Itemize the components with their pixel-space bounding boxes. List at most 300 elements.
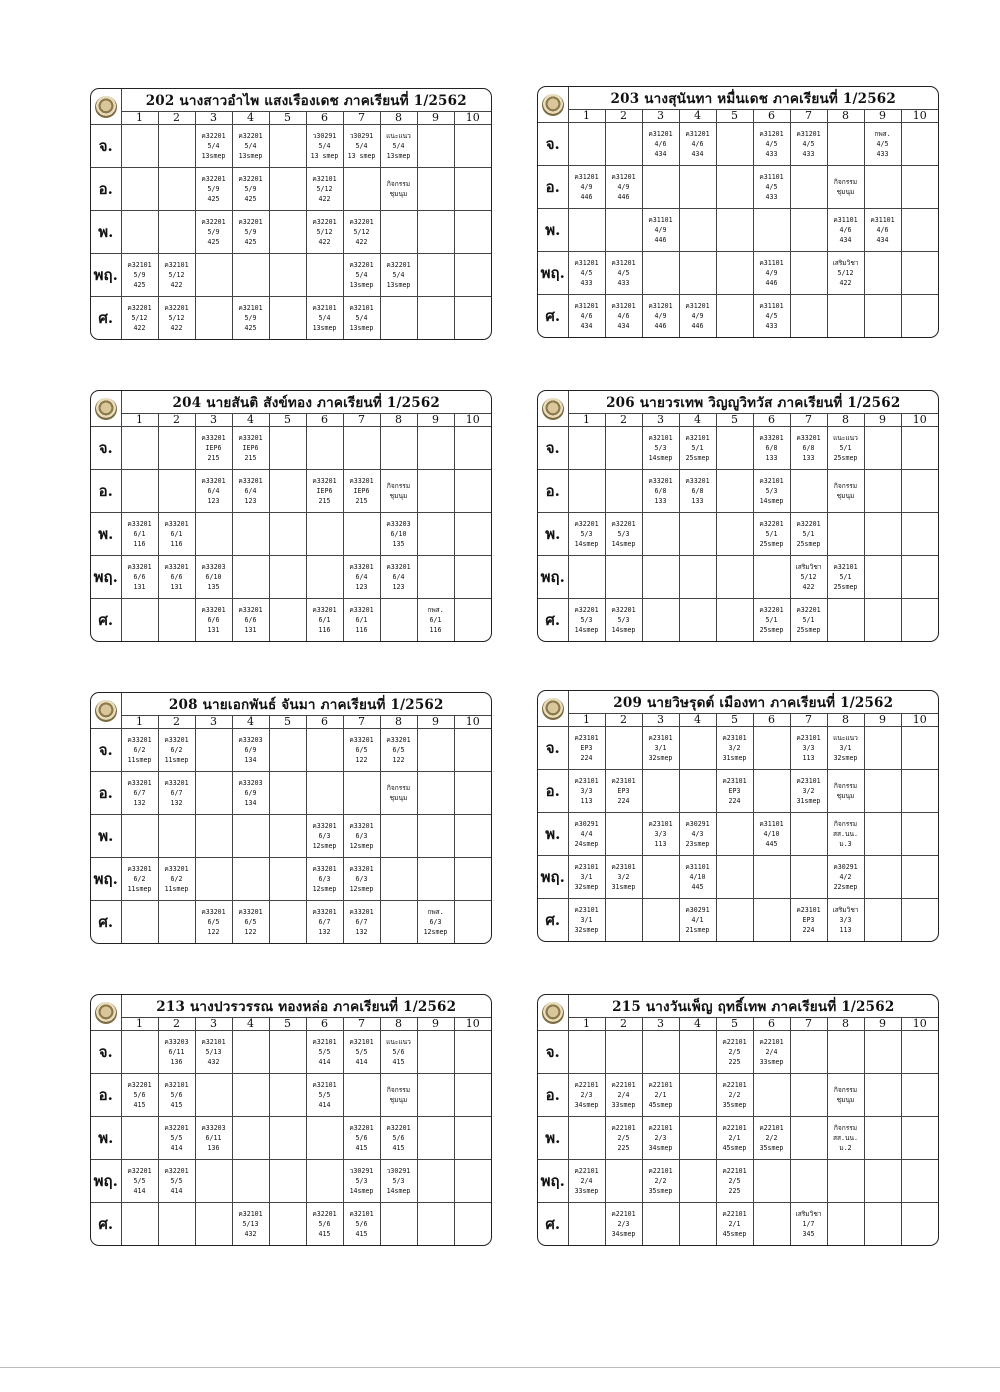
slot-class: 5/6 [170, 1091, 183, 1099]
slot-subject: กิจกรรม [833, 820, 858, 828]
empty-slot [901, 599, 938, 642]
empty-slot [716, 427, 753, 470]
class-slot [306, 297, 343, 340]
empty-slot [417, 729, 454, 772]
empty-slot [454, 254, 491, 297]
slot-class: 5/6 [392, 1134, 405, 1142]
empty-slot [454, 858, 491, 901]
empty-slot [790, 209, 827, 252]
empty-slot [716, 209, 753, 252]
class-slot [568, 1074, 605, 1117]
slot-class: 4/10 [689, 873, 706, 881]
slot-class: 4/4 [580, 830, 593, 838]
empty-slot [864, 899, 901, 942]
empty-slot [568, 427, 605, 470]
slot-room: 123 [244, 497, 257, 505]
class-slot [790, 556, 827, 599]
period-header: 8 [380, 716, 417, 729]
class-slot [605, 856, 642, 899]
slot-room: 134 [244, 756, 257, 764]
period-header: 2 [158, 414, 195, 427]
slot-class: 6/6 [170, 573, 183, 581]
slot-class: 4/5 [765, 140, 778, 148]
slot-class: EP3 [802, 916, 815, 924]
slot-class: 4/9 [580, 183, 593, 191]
period-header: 4 [232, 112, 269, 125]
slot-subject: ค32101 [349, 304, 374, 312]
period-header: 3 [195, 414, 232, 427]
slot-class: 2/3 [617, 1220, 630, 1228]
slot-class: 2/4 [765, 1048, 778, 1056]
class-slot [195, 125, 232, 168]
slot-subject: ค33203 [201, 1124, 226, 1132]
empty-slot [642, 252, 679, 295]
slot-subject: ค33201 [349, 865, 374, 873]
slot-class: EP3 [728, 787, 741, 795]
slot-class: 5/4 [318, 142, 331, 150]
period-header: 1 [121, 1018, 158, 1031]
slot-room: 422 [133, 324, 146, 332]
empty-slot [454, 901, 491, 944]
slot-class: 5/12 [131, 314, 148, 322]
slot-subject: แนะแนว [833, 434, 858, 442]
class-slot [306, 858, 343, 901]
empty-slot [269, 254, 306, 297]
slot-class: ชุมนุม [389, 190, 408, 198]
empty-slot [605, 123, 642, 166]
slot-class: 6/4 [392, 573, 405, 581]
slot-room: 422 [355, 238, 368, 246]
slot-room: 113 [802, 754, 815, 762]
empty-slot [679, 1203, 716, 1246]
slot-class: 5/1 [802, 530, 815, 538]
empty-slot [901, 1160, 938, 1203]
class-slot [679, 123, 716, 166]
slot-class: 3/3 [580, 787, 593, 795]
period-header: 4 [232, 414, 269, 427]
class-slot [232, 168, 269, 211]
slot-class: 6/5 [244, 918, 257, 926]
class-slot [827, 166, 864, 209]
period-header: 2 [605, 1018, 642, 1031]
slot-subject: ค33201 [386, 563, 411, 571]
empty-slot [417, 815, 454, 858]
empty-slot [864, 1117, 901, 1160]
empty-slot [716, 856, 753, 899]
slot-room: 415 [170, 1101, 183, 1109]
slot-room: 446 [617, 193, 630, 201]
slot-class: 5/12 [837, 269, 854, 277]
class-slot [343, 297, 380, 340]
slot-subject: ค33201 [312, 822, 337, 830]
class-slot [306, 599, 343, 642]
slot-room: 116 [429, 626, 442, 634]
class-slot [679, 470, 716, 513]
slot-class: 6/9 [244, 789, 257, 797]
empty-slot [454, 1160, 491, 1203]
empty-slot [269, 901, 306, 944]
period-header: 3 [195, 716, 232, 729]
class-slot [568, 513, 605, 556]
slot-class: 5/5 [318, 1048, 331, 1056]
empty-slot [605, 556, 642, 599]
empty-slot [380, 901, 417, 944]
day-label: พฤ. [91, 556, 121, 599]
slot-subject: ค23101 [611, 777, 636, 785]
class-slot [790, 770, 827, 813]
empty-slot [417, 1074, 454, 1117]
slot-subject: กิจกรรม [386, 180, 411, 188]
period-header: 8 [380, 414, 417, 427]
class-slot [827, 1117, 864, 1160]
period-header: 3 [195, 1018, 232, 1031]
period-header: 1 [121, 112, 158, 125]
slot-subject: กิจกรรม [833, 178, 858, 186]
period-header: 10 [454, 716, 491, 729]
slot-subject: ค23101 [796, 777, 821, 785]
slot-room: 116 [133, 540, 146, 548]
slot-room: 14smep [648, 454, 673, 462]
empty-slot [232, 1117, 269, 1160]
timetable [91, 89, 491, 339]
slot-class: 5/6 [355, 1134, 368, 1142]
slot-subject: ค31201 [648, 130, 673, 138]
class-slot [232, 729, 269, 772]
empty-slot [380, 427, 417, 470]
empty-slot [195, 297, 232, 340]
empty-slot [753, 899, 790, 942]
empty-slot [195, 729, 232, 772]
slot-subject: กิจกรรม [833, 1086, 858, 1094]
class-slot [306, 901, 343, 944]
slot-room: 446 [691, 322, 704, 330]
slot-room: 14smep [386, 1187, 411, 1195]
slot-class: 5/5 [318, 1091, 331, 1099]
slot-class: 4/9 [691, 312, 704, 320]
class-slot [864, 123, 901, 166]
slot-room: 34smep [648, 1144, 673, 1152]
slot-room: 123 [355, 583, 368, 591]
slot-class: 5/1 [802, 616, 815, 624]
class-slot [306, 1031, 343, 1074]
slot-class: 6/10 [205, 573, 222, 581]
card-title: 202 นางสาวอำไพ แสงเรืองเดช ภาคเรียนที่ 1/2562 [121, 89, 491, 112]
slot-class: 2/3 [580, 1091, 593, 1099]
period-header: 4 [679, 414, 716, 427]
slot-room: 25smep [833, 454, 858, 462]
empty-slot [827, 1160, 864, 1203]
period-header: 6 [306, 414, 343, 427]
slot-class: 5/9 [244, 228, 257, 236]
period-header: 4 [232, 1018, 269, 1031]
period-header: 9 [417, 1018, 454, 1031]
slot-class: 2/2 [654, 1177, 667, 1185]
day-label: จ. [538, 727, 568, 770]
slot-room: 32smep [574, 883, 599, 891]
slot-subject: ค32201 [127, 304, 152, 312]
slot-subject: ค31201 [611, 302, 636, 310]
day-label: พฤ. [538, 856, 568, 899]
period-header: 9 [864, 1018, 901, 1031]
slot-subject: ค33201 [685, 477, 710, 485]
slot-subject: ค33201 [796, 434, 821, 442]
slot-room: 13 smep [310, 152, 339, 160]
slot-subject: ค32101 [312, 175, 337, 183]
slot-subject: ค32201 [312, 1210, 337, 1218]
empty-slot [827, 599, 864, 642]
slot-room: 116 [170, 540, 183, 548]
slot-room: 422 [839, 279, 852, 287]
period-header: 2 [158, 716, 195, 729]
period-header: 4 [679, 1018, 716, 1031]
day-label: อ. [538, 166, 568, 209]
slot-subject: ว30291 [349, 1167, 374, 1175]
day-label: พ. [91, 1117, 121, 1160]
empty-slot [901, 1203, 938, 1246]
slot-class: 6/5 [355, 746, 368, 754]
slot-room: 132 [133, 799, 146, 807]
empty-slot [605, 1160, 642, 1203]
empty-slot [864, 727, 901, 770]
slot-subject: ค23101 [574, 906, 599, 914]
class-slot [306, 125, 343, 168]
slot-room: 224 [580, 754, 593, 762]
day-label: จ. [91, 427, 121, 470]
empty-slot [306, 513, 343, 556]
slot-class: EP3 [617, 787, 630, 795]
empty-slot [864, 813, 901, 856]
slot-subject: ค33201 [238, 908, 263, 916]
slot-class: 4/9 [654, 312, 667, 320]
empty-slot [901, 856, 938, 899]
class-slot [827, 856, 864, 899]
slot-subject: ค31201 [574, 302, 599, 310]
slot-room: 434 [654, 150, 667, 158]
empty-slot [306, 254, 343, 297]
slot-class: 5/4 [318, 314, 331, 322]
day-label: พ. [538, 813, 568, 856]
class-slot [121, 556, 158, 599]
slot-subject: ค33201 [349, 563, 374, 571]
class-slot [195, 556, 232, 599]
slot-room: 445 [765, 840, 778, 848]
slot-class: 5/1 [765, 530, 778, 538]
slot-subject: ค22101 [722, 1210, 747, 1218]
slot-class: 4/10 [763, 830, 780, 838]
slot-subject: ค33201 [349, 908, 374, 916]
class-slot [827, 209, 864, 252]
slot-subject: ค32201 [201, 218, 226, 226]
period-header: 8 [827, 110, 864, 123]
class-slot [642, 427, 679, 470]
period-header: 2 [158, 112, 195, 125]
day-label: พฤ. [91, 254, 121, 297]
slot-room: 113 [654, 840, 667, 848]
slot-class: 5/6 [392, 1048, 405, 1056]
period-header: 10 [901, 414, 938, 427]
empty-slot [454, 1074, 491, 1117]
day-label: พฤ. [538, 1160, 568, 1203]
slot-class: 4/5 [802, 140, 815, 148]
period-header: 6 [306, 1018, 343, 1031]
empty-slot [642, 513, 679, 556]
slot-room: 215 [318, 497, 331, 505]
slot-room: 135 [207, 583, 220, 591]
class-slot [605, 166, 642, 209]
slot-subject: ค32101 [164, 1081, 189, 1089]
slot-room: 13smep [349, 324, 374, 332]
slot-subject: ค22101 [648, 1167, 673, 1175]
slot-subject: ค31201 [648, 302, 673, 310]
slot-subject: ค31201 [759, 130, 784, 138]
timetable-card [537, 390, 939, 642]
empty-slot [642, 1203, 679, 1246]
slot-subject: ว30291 [312, 132, 337, 140]
class-slot [121, 772, 158, 815]
slot-room: 345 [802, 1230, 815, 1238]
slot-class: 4/9 [617, 183, 630, 191]
empty-slot [158, 599, 195, 642]
slot-class: 5/12 [800, 573, 817, 581]
slot-subject: ค31201 [574, 259, 599, 267]
empty-slot [380, 211, 417, 254]
class-slot [568, 599, 605, 642]
empty-slot [417, 1203, 454, 1246]
slot-subject: ค22101 [574, 1081, 599, 1089]
class-slot [232, 599, 269, 642]
slot-subject: ค22101 [611, 1081, 636, 1089]
empty-slot [901, 1074, 938, 1117]
slot-room: 14smep [349, 1187, 374, 1195]
empty-slot [679, 1031, 716, 1074]
slot-class: 6/6 [207, 616, 220, 624]
empty-slot [454, 772, 491, 815]
slot-class: 5/5 [133, 1177, 146, 1185]
slot-room: 13 smep [347, 152, 376, 160]
empty-slot [568, 123, 605, 166]
slot-class: 5/12 [168, 314, 185, 322]
slot-class: 3/2 [617, 873, 630, 881]
empty-slot [269, 1074, 306, 1117]
slot-class: 5/1 [691, 444, 704, 452]
slot-room: 425 [244, 238, 257, 246]
day-label: จ. [538, 1031, 568, 1074]
slot-class: 4/9 [765, 269, 778, 277]
empty-slot [716, 556, 753, 599]
empty-slot [901, 295, 938, 338]
slot-room: 415 [355, 1144, 368, 1152]
slot-subject: ค22101 [722, 1124, 747, 1132]
school-emblem-icon [542, 698, 564, 720]
class-slot [121, 297, 158, 340]
class-slot [827, 252, 864, 295]
class-slot [195, 1117, 232, 1160]
slot-room: 22smep [833, 883, 858, 891]
period-header: 8 [380, 112, 417, 125]
slot-room: 132 [355, 928, 368, 936]
empty-slot [158, 1203, 195, 1246]
day-label: พ. [538, 1117, 568, 1160]
empty-slot [269, 297, 306, 340]
slot-subject: ค33203 [386, 520, 411, 528]
empty-slot [454, 556, 491, 599]
timetable [538, 995, 938, 1245]
empty-slot [158, 815, 195, 858]
card-title: 209 นายวิษรุดต์ เมืองทา ภาคเรียนที่ 1/2562 [568, 691, 938, 714]
class-slot [605, 1203, 642, 1246]
empty-slot [753, 770, 790, 813]
class-slot [790, 899, 827, 942]
slot-room: 414 [170, 1144, 183, 1152]
slot-room: 45smep [648, 1101, 673, 1109]
empty-slot [864, 295, 901, 338]
empty-slot [605, 209, 642, 252]
day-label: ศ. [538, 295, 568, 338]
period-header: 9 [417, 414, 454, 427]
empty-slot [716, 252, 753, 295]
slot-subject: ค31201 [574, 173, 599, 181]
empty-slot [121, 901, 158, 944]
class-slot [380, 470, 417, 513]
slot-subject: ค33201 [127, 865, 152, 873]
slot-class: 2/4 [617, 1091, 630, 1099]
empty-slot [195, 772, 232, 815]
slot-subject: ค32201 [201, 175, 226, 183]
slot-room: 414 [133, 1187, 146, 1195]
class-slot [232, 297, 269, 340]
class-slot [380, 513, 417, 556]
slot-room: 433 [802, 150, 815, 158]
slot-subject: ค32201 [386, 261, 411, 269]
empty-slot [605, 427, 642, 470]
day-label: อ. [91, 470, 121, 513]
empty-slot [417, 470, 454, 513]
slot-subject: ค33201 [164, 779, 189, 787]
slot-room: 35smep [648, 1187, 673, 1195]
slot-subject: กพส. [874, 130, 891, 138]
empty-slot [679, 166, 716, 209]
slot-class: 6/4 [244, 487, 257, 495]
slot-subject: ค23101 [574, 863, 599, 871]
class-slot [380, 1117, 417, 1160]
slot-subject: ค33201 [164, 520, 189, 528]
empty-slot [679, 513, 716, 556]
empty-slot [417, 772, 454, 815]
empty-slot [417, 125, 454, 168]
slot-room: 25smep [685, 454, 710, 462]
empty-slot [605, 813, 642, 856]
slot-subject: ค32201 [164, 1124, 189, 1132]
class-slot [753, 166, 790, 209]
class-slot [195, 599, 232, 642]
slot-subject: กิจกรรม [833, 482, 858, 490]
slot-subject: ค33201 [201, 477, 226, 485]
class-slot [121, 1074, 158, 1117]
period-header: 6 [753, 110, 790, 123]
card-title: 213 นางปวรวรรณ ทองหล่อ ภาคเรียนที่ 1/2562 [121, 995, 491, 1018]
slot-subject: ค22101 [722, 1081, 747, 1089]
slot-room: 414 [355, 1058, 368, 1066]
period-header: 10 [901, 1018, 938, 1031]
slot-room: 45smep [722, 1230, 747, 1238]
class-slot [380, 772, 417, 815]
empty-slot [158, 125, 195, 168]
period-header: 5 [269, 1018, 306, 1031]
empty-slot [380, 1203, 417, 1246]
empty-slot [568, 209, 605, 252]
logo-cell [91, 89, 121, 125]
slot-room: 446 [765, 279, 778, 287]
